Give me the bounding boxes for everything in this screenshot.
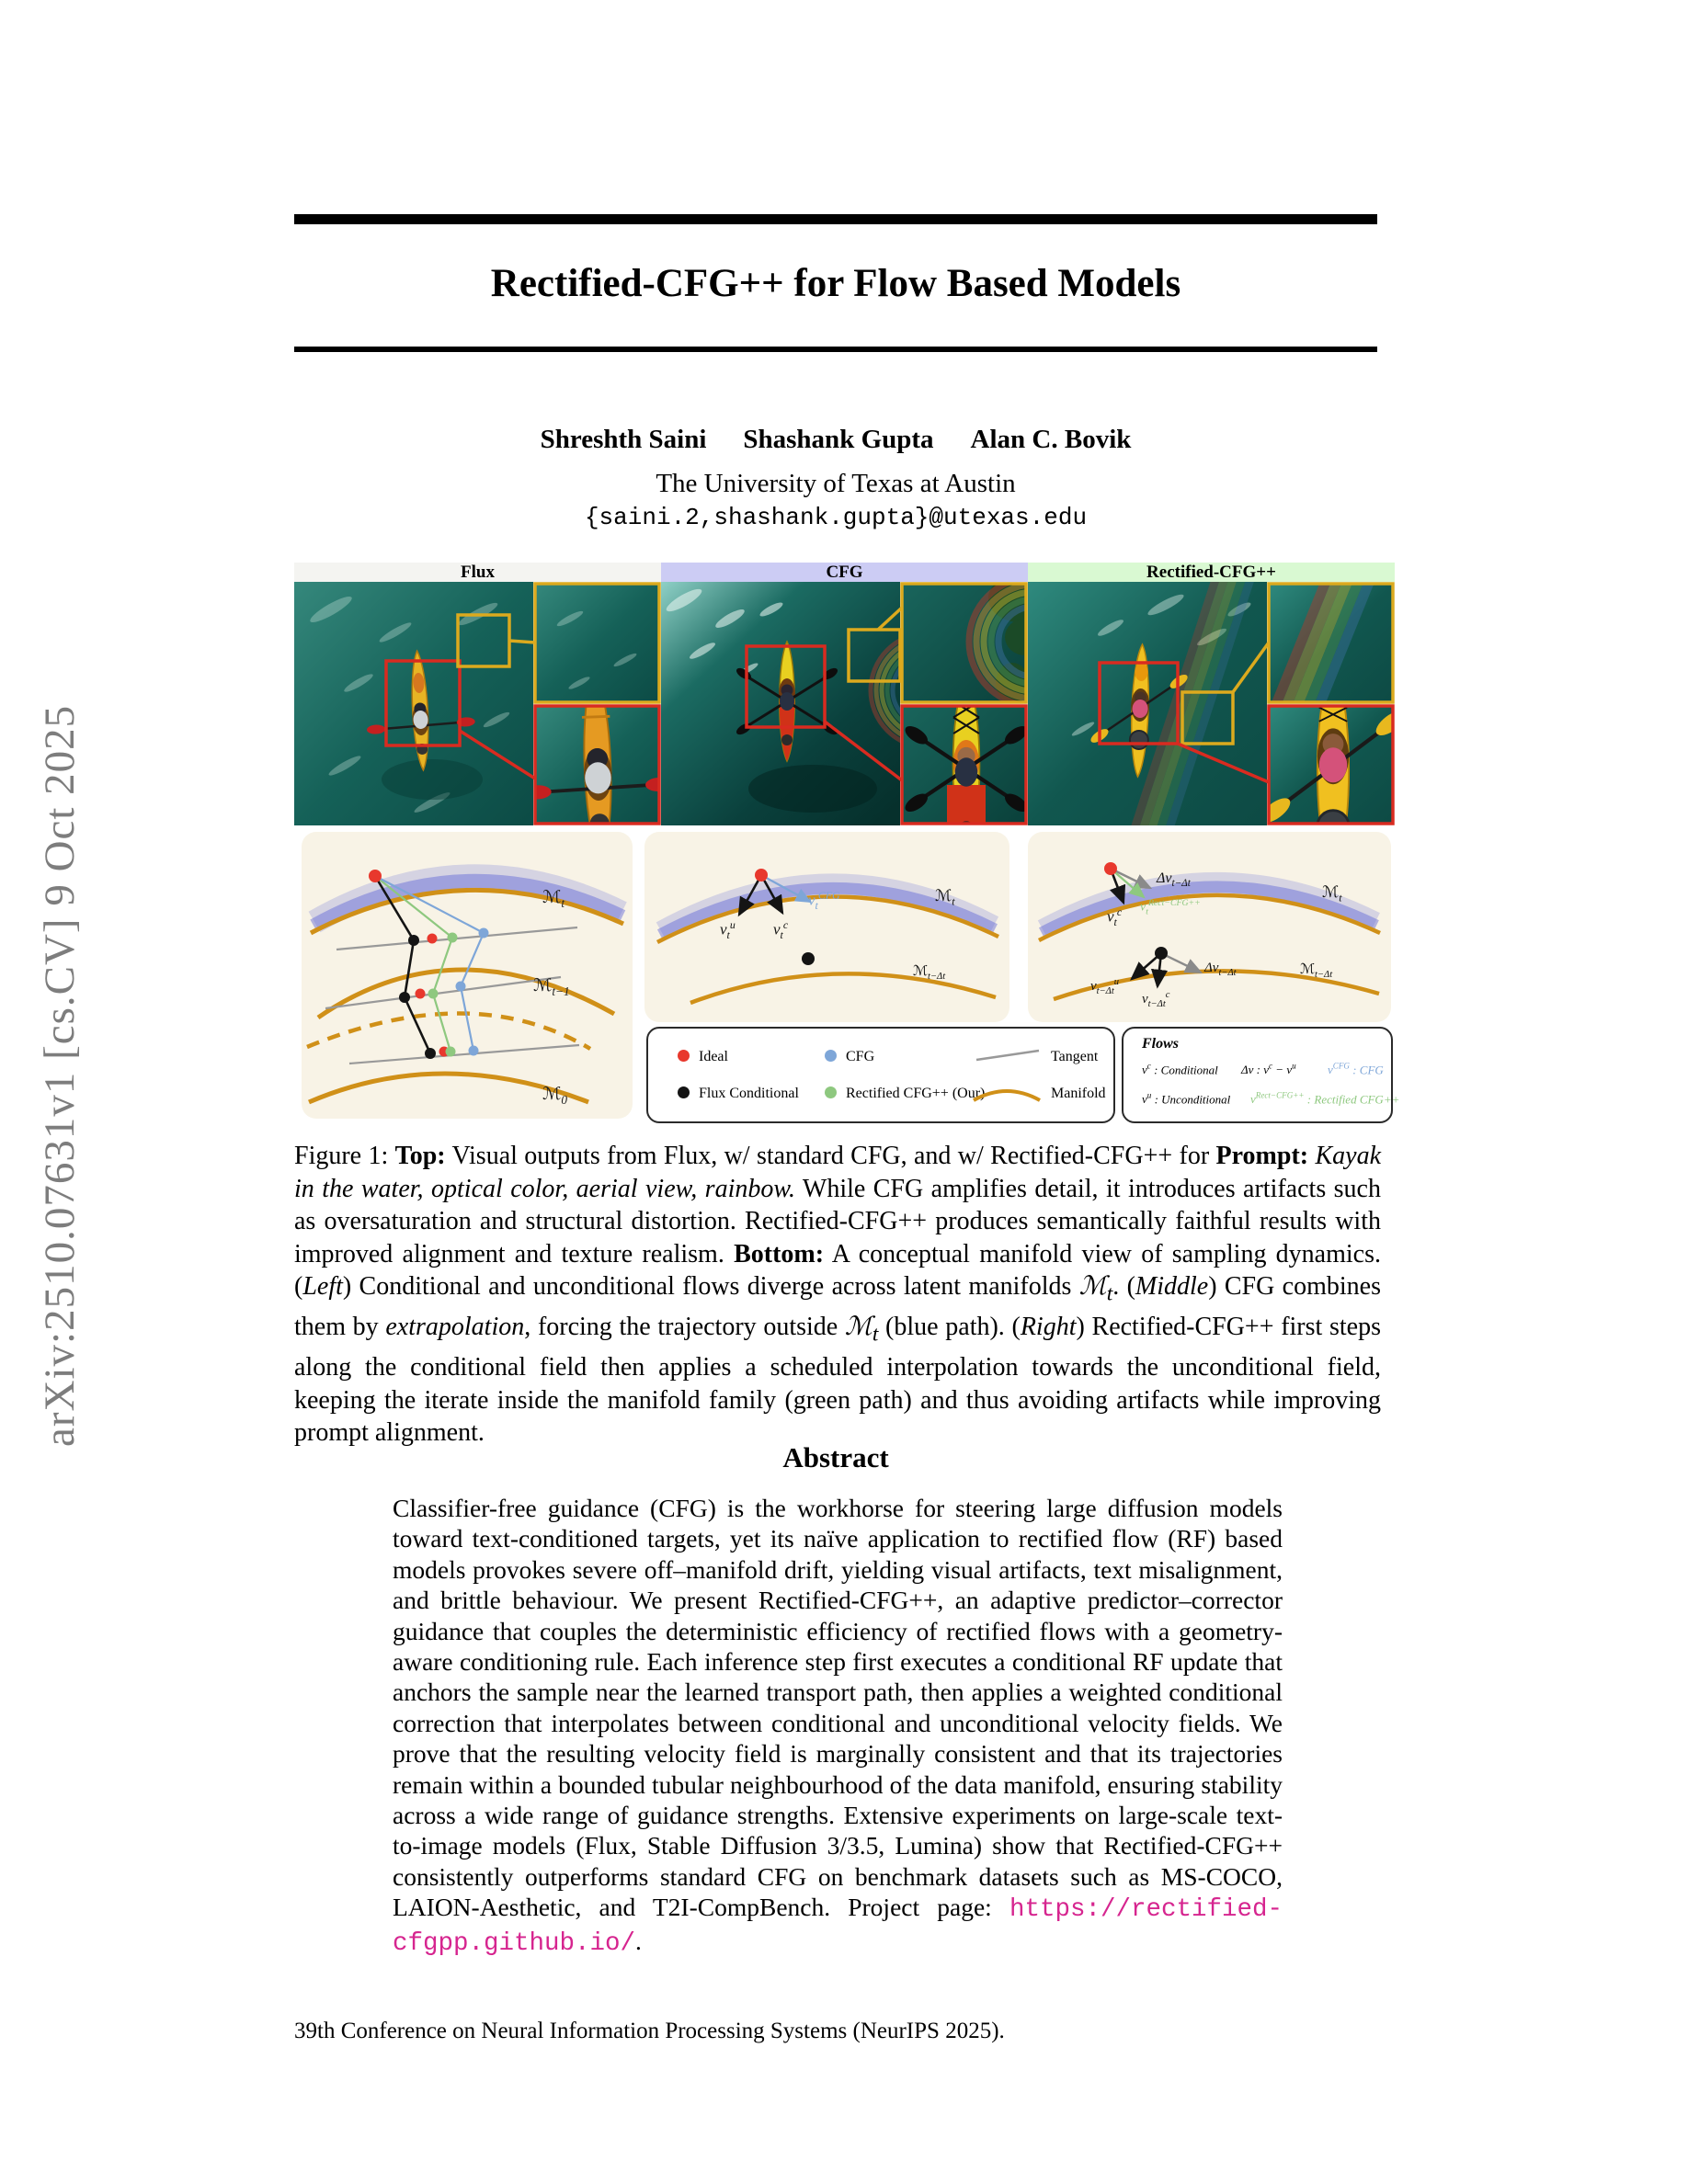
ideal-dot-icon	[678, 1050, 690, 1062]
ideal-dot	[755, 869, 768, 882]
manifold-sample-icon	[970, 1080, 1044, 1104]
author-2: Shashank Gupta	[743, 425, 934, 454]
label-manifold-mt: ℳ$_t$	[542, 888, 565, 910]
flux-photo	[294, 582, 661, 825]
arxiv-watermark: arXiv:2510.07631v1 [cs.CV] 9 Oct 2025	[36, 704, 84, 1447]
panel-header-rectcfg: Rectified-CFG++	[1028, 563, 1395, 582]
figure1-diagram-row	[294, 832, 1400, 1121]
top-rule	[294, 214, 1377, 224]
legend-item-cfg	[825, 1049, 874, 1065]
legend-label: Ideal	[699, 1049, 728, 1064]
label-nu-u-bot: $\nu_{t-\Delta t}^u$	[1090, 977, 1120, 996]
label-nu-u: $\nu_t^u$	[720, 918, 736, 942]
label-manifold-mtdt: ℳ$_{t-\Delta t}$	[1300, 962, 1333, 980]
label-manifold-mtdt: ℳ$_{t-\Delta t}$	[913, 964, 946, 982]
legend-label: CFG	[846, 1049, 875, 1064]
email-line: {saini.2,shashank.gupta}@utexas.edu	[584, 504, 1088, 531]
rectified-dot-icon	[825, 1086, 837, 1098]
paper-title: Rectified-CFG++ for Flow Based Models	[490, 262, 1181, 305]
label-nu-c-bot: $\nu_{t-\Delta t}^c$	[1142, 990, 1170, 1009]
rectcfg-photo	[1028, 582, 1395, 825]
label-nu-rect: $\nu_t^{Rect-CFG++}$	[1140, 898, 1201, 917]
diagram-middle-panel	[644, 832, 1009, 1022]
label-manifold-mt1: ℳ$_{t-1}$	[533, 976, 570, 998]
label-nu-cfg: $\nu_t^{CFG}$	[808, 889, 840, 913]
project-page-link[interactable]: https://rectified-cfgpp.github.io/	[393, 1895, 1283, 1958]
legend-item-ideal	[678, 1049, 728, 1065]
flux-top-inset	[535, 584, 659, 702]
legend-item-rectified	[825, 1086, 985, 1102]
tangent-line-3	[349, 1045, 579, 1064]
ideal-dot	[1104, 862, 1117, 875]
legend-label: Rectified CFG++ (Our)	[846, 1086, 986, 1101]
diagram-right-panel	[1028, 832, 1391, 1022]
flows-title: Flows	[1142, 1036, 1180, 1052]
flows-rectified: $\nu^{Rect-CFG++}$ : Rectified CFG++	[1250, 1091, 1400, 1107]
panel-header-flux: Flux	[294, 563, 661, 582]
diagram-left-panel	[302, 832, 633, 1119]
legend-item-flux-conditional	[678, 1086, 799, 1102]
flux-kayak-shadow	[382, 759, 483, 800]
label-manifold-mt: ℳ$_t$	[1322, 883, 1342, 904]
diagram-left-svg	[302, 832, 633, 1119]
tangent-label: Tangent	[1051, 1049, 1099, 1064]
figure1-photo-row	[294, 563, 1395, 825]
panel-header-cfg: CFG	[661, 563, 1028, 582]
photo-panel-flux	[294, 563, 661, 825]
flows-conditional: $\nu^c$ : Conditional	[1142, 1062, 1218, 1077]
affiliation: The University of Texas at Austin	[656, 469, 1016, 498]
manifold-label: Manifold	[1051, 1086, 1106, 1101]
diagram-middle-svg	[644, 832, 1009, 1022]
title-rule	[294, 347, 1377, 352]
cfg-kayak-shadow	[748, 765, 877, 813]
diagram-legend	[646, 1027, 1115, 1123]
cfg-dot-icon	[825, 1050, 837, 1062]
flows-cfg: $\nu^{CFG}$ : CFG	[1328, 1062, 1384, 1077]
figure1-caption: Figure 1: Top: Visual outputs from Flux, w/ standard CFG, and w/ Rectified-CFG++ for Prompt: Kayak in the water, optical color, aerial view, rainbow. While CFG amplifies detail, it introduces artifacts such as oversaturation and structural distortion. Rectified-CFG++ produces semantically faithful results with improved alignment and texture realism. Bottom: A conceptual manifold view of sampling dynamics. (Left) Conditional and unconditional flows diverge across latent manifolds ℳ$_t$. (Middle) CFG combines them by extrapolation, forcing the trajectory outside ℳ$_t$ (blue path). (Right) Rectified-CFG++ first steps along the conditional field then applies a scheduled interpolation towards the unconditional field, keeping the iterate inside the manifold family (green path) and thus avoiding artifacts while improving prompt alignment.	[294, 1142, 1382, 1448]
flux-yellow-connector	[509, 641, 535, 643]
legend-label: Flux Conditional	[699, 1086, 799, 1101]
label-delta-nu-top: $\Delta\nu_{t-\Delta t}$	[1157, 870, 1191, 890]
arrow-delta-nu-bot	[1161, 953, 1201, 973]
abstract-heading: Abstract	[782, 1441, 889, 1473]
manifold-mtdt-curve	[690, 973, 996, 1003]
label-nu-c: $\nu_t^c$	[773, 918, 789, 942]
authors-line	[294, 425, 1377, 455]
label-manifold-mt: ℳ$_t$	[935, 887, 955, 908]
author-1: Shreshth Saini	[540, 425, 707, 454]
conditional-dot	[802, 952, 815, 965]
photo-panel-rectcfg	[1028, 563, 1395, 825]
label-delta-nu-bot: $\Delta\nu_{t-\Delta t}$	[1204, 961, 1237, 978]
flux-conditional-dot-icon	[678, 1086, 690, 1098]
conference-footnote: 39th Conference on Neural Information Processing Systems (NeurIPS 2025).	[294, 2019, 1005, 2043]
tangent-sample-icon	[975, 1047, 1041, 1064]
author-3: Alan C. Bovik	[970, 425, 1132, 454]
diagram-right-svg	[1028, 832, 1391, 1022]
flows-delta-nu: Δν : $\nu^c - \nu^u$	[1241, 1062, 1296, 1077]
label-nu-c-top: $\nu_t^c$	[1107, 905, 1123, 929]
photo-panel-cfg	[661, 563, 1028, 825]
label-manifold-m0: ℳ$_0$	[542, 1085, 567, 1107]
cfg-photo	[661, 582, 1028, 825]
abstract-body: Classifier-free guidance (CFG) is the workhorse for steering large diffusion models toward text-conditioned targets, yet its naïve application to rectified flow (RF) based models provokes severe off–manifold drift, yielding visual artifacts, text misalignment, and brittle behaviour. We present Rectified-CFG++, an adaptive predictor–corrector guidance that couples the deterministic efficiency of rectified flows with a geometry-aware conditioning rule. Each inference step first executes a conditional RF update that anchors the sample near the learned transport path, then applies a weighted conditional correction that interpolates between conditional and unconditional velocity fields. We prove that the resulting velocity field is marginally consistent and that its trajectories remain within a bounded tubular neighbourhood of the data manifold, ensuring stability across a wide range of guidance strengths. Extensive experiments on large-scale text-to-image models (Flux, Stable Diffusion 3/3.5, Lumina) show that Rectified-CFG++ consistently outperforms standard CFG on benchmark datasets such as MS-COCO, LAION-Aesthetic, and T2I-CompBench. Project page: https://rectified-cfgpp.github.io/.	[393, 1494, 1283, 1958]
conditional-dot	[1155, 947, 1168, 960]
flows-legend	[1122, 1027, 1400, 1123]
flows-unconditional: $\nu^u$ : Unconditional	[1142, 1091, 1231, 1107]
